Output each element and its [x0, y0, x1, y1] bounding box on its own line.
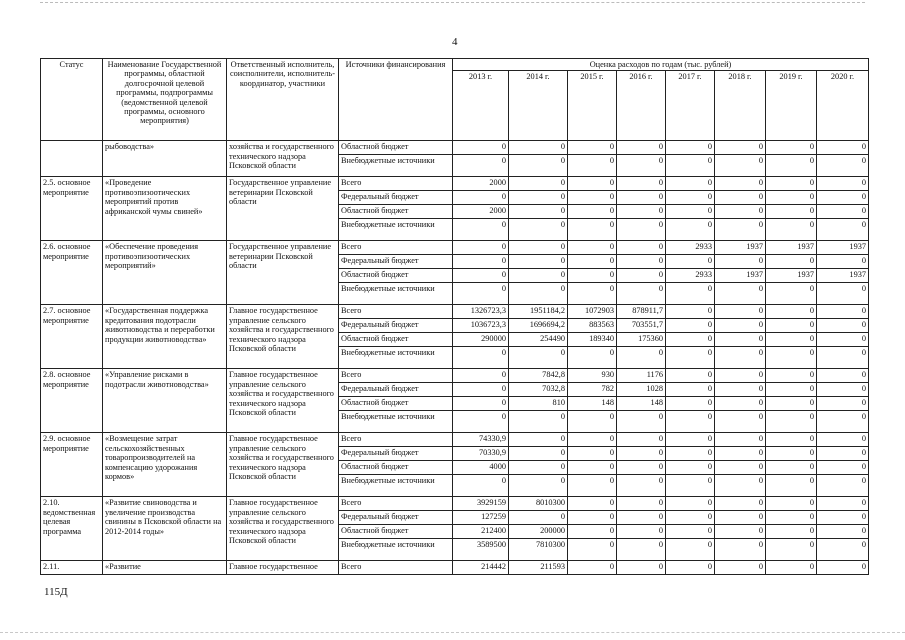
- value-cell: 0: [509, 219, 568, 241]
- header-row: [41, 59, 869, 71]
- value-cell: 0: [666, 319, 715, 333]
- source-cell: Всего: [339, 241, 453, 255]
- source-cell: Областной бюджет: [339, 141, 453, 155]
- value-cell: 0: [617, 141, 666, 155]
- value-cell: 74330,9: [453, 433, 509, 447]
- table-body: [41, 141, 869, 575]
- source-cell: Внебюджетные источники: [339, 539, 453, 561]
- value-cell: 1951184,2: [509, 305, 568, 319]
- value-cell: 0: [509, 447, 568, 461]
- value-cell: 0: [666, 397, 715, 411]
- value-cell: 0: [715, 191, 766, 205]
- value-cell: 0: [453, 255, 509, 269]
- value-cell: 0: [453, 347, 509, 369]
- value-cell: 0: [715, 447, 766, 461]
- header-estimate: Оценка расходов по годам (тыс. рублей): [453, 59, 869, 71]
- value-cell: 1937: [817, 269, 869, 283]
- value-cell: 0: [715, 155, 766, 177]
- value-cell: 0: [568, 347, 617, 369]
- value-cell: 0: [715, 219, 766, 241]
- status-cell: 2.10. ведомственная целевая программа: [41, 497, 103, 561]
- source-cell: Всего: [339, 305, 453, 319]
- value-cell: 0: [453, 241, 509, 255]
- value-cell: 0: [766, 205, 817, 219]
- value-cell: 8010300: [509, 497, 568, 511]
- value-cell: 0: [715, 177, 766, 191]
- source-cell: Внебюджетные источники: [339, 347, 453, 369]
- header-name: Наименование Государственной программы, областной долгосрочной целевой программы, подпрограммы (ведомственной целевой программы, основного мероприятия): [103, 59, 227, 141]
- value-cell: 0: [715, 255, 766, 269]
- value-cell: 212400: [453, 525, 509, 539]
- source-cell: Областной бюджет: [339, 205, 453, 219]
- header-year: 2014 г.: [509, 71, 568, 141]
- value-cell: 0: [666, 447, 715, 461]
- value-cell: 1036723,3: [453, 319, 509, 333]
- name-cell: «Возмещение затрат сельскохозяйственных товаропроизводителей на компенсацию удорожания кормов»: [103, 433, 227, 497]
- value-cell: 0: [766, 141, 817, 155]
- value-cell: 0: [766, 461, 817, 475]
- page-bottom-edge: [0, 632, 905, 634]
- value-cell: 0: [509, 241, 568, 255]
- value-cell: 0: [666, 497, 715, 511]
- value-cell: 0: [817, 411, 869, 433]
- name-cell: «Развитие: [103, 561, 227, 575]
- value-cell: 0: [715, 461, 766, 475]
- value-cell: 127259: [453, 511, 509, 525]
- value-cell: 4000: [453, 461, 509, 475]
- value-cell: 0: [666, 305, 715, 319]
- value-cell: 0: [817, 461, 869, 475]
- value-cell: 0: [568, 283, 617, 305]
- value-cell: 0: [715, 347, 766, 369]
- status-cell: 2.7. основное мероприятие: [41, 305, 103, 369]
- value-cell: 0: [568, 219, 617, 241]
- value-cell: 189340: [568, 333, 617, 347]
- header-year: 2020 г.: [817, 71, 869, 141]
- value-cell: 0: [766, 433, 817, 447]
- value-cell: 0: [568, 269, 617, 283]
- source-cell: Федеральный бюджет: [339, 511, 453, 525]
- page-number: 4: [452, 36, 458, 48]
- value-cell: 0: [568, 511, 617, 525]
- value-cell: 0: [817, 333, 869, 347]
- value-cell: 0: [617, 269, 666, 283]
- value-cell: 0: [509, 475, 568, 497]
- value-cell: 0: [568, 141, 617, 155]
- value-cell: 0: [817, 561, 869, 575]
- page-top-edge: [40, 2, 865, 4]
- value-cell: 0: [666, 191, 715, 205]
- responsible-cell: Государственное управление ветеринарии Псковской области: [227, 241, 339, 305]
- value-cell: 148: [568, 397, 617, 411]
- value-cell: 0: [617, 475, 666, 497]
- value-cell: 0: [509, 269, 568, 283]
- value-cell: 1696694,2: [509, 319, 568, 333]
- value-cell: 0: [568, 497, 617, 511]
- value-cell: 703551,7: [617, 319, 666, 333]
- responsible-cell: Главное государственное управление сельского хозяйства и государственного технического надзора Псковской области: [227, 433, 339, 497]
- value-cell: 0: [766, 369, 817, 383]
- value-cell: 0: [509, 155, 568, 177]
- value-cell: 0: [766, 283, 817, 305]
- value-cell: 290000: [453, 333, 509, 347]
- value-cell: 0: [509, 283, 568, 305]
- source-cell: Внебюджетные источники: [339, 475, 453, 497]
- source-cell: Внебюджетные источники: [339, 155, 453, 177]
- value-cell: 0: [666, 155, 715, 177]
- value-cell: 0: [817, 511, 869, 525]
- source-cell: Федеральный бюджет: [339, 255, 453, 269]
- value-cell: 0: [766, 333, 817, 347]
- source-cell: Внебюджетные источники: [339, 411, 453, 433]
- responsible-cell: Главное государственное управление сельского хозяйства и государственного технического надзора Псковской области: [227, 305, 339, 369]
- value-cell: 0: [766, 411, 817, 433]
- value-cell: 0: [453, 411, 509, 433]
- value-cell: 0: [766, 497, 817, 511]
- value-cell: 0: [666, 255, 715, 269]
- value-cell: 0: [715, 525, 766, 539]
- value-cell: 0: [509, 177, 568, 191]
- value-cell: 2000: [453, 205, 509, 219]
- header-year: 2018 г.: [715, 71, 766, 141]
- value-cell: 0: [666, 219, 715, 241]
- value-cell: 0: [617, 283, 666, 305]
- responsible-cell: Главное государственное управление сельского хозяйства и государственного технического надзора Псковской области: [227, 497, 339, 561]
- value-cell: 0: [617, 155, 666, 177]
- table-row: [41, 141, 869, 155]
- value-cell: 200000: [509, 525, 568, 539]
- value-cell: 0: [617, 461, 666, 475]
- value-cell: 0: [509, 141, 568, 155]
- value-cell: 1176: [617, 369, 666, 383]
- value-cell: 0: [453, 219, 509, 241]
- value-cell: 0: [715, 283, 766, 305]
- responsible-cell: Главное государственное: [227, 561, 339, 575]
- table-row: [41, 369, 869, 383]
- value-cell: 0: [817, 219, 869, 241]
- status-cell: 2.5. основное мероприятие: [41, 177, 103, 241]
- source-cell: Всего: [339, 369, 453, 383]
- value-cell: 0: [617, 219, 666, 241]
- value-cell: 0: [666, 347, 715, 369]
- value-cell: 0: [453, 141, 509, 155]
- value-cell: 0: [817, 369, 869, 383]
- value-cell: 0: [617, 433, 666, 447]
- table-row: [41, 433, 869, 447]
- value-cell: 0: [817, 191, 869, 205]
- value-cell: 0: [666, 411, 715, 433]
- table-row: [41, 241, 869, 255]
- value-cell: 175360: [617, 333, 666, 347]
- value-cell: 0: [617, 511, 666, 525]
- value-cell: 0: [766, 447, 817, 461]
- header-year: 2013 г.: [453, 71, 509, 141]
- value-cell: 0: [666, 283, 715, 305]
- value-cell: 0: [817, 383, 869, 397]
- value-cell: 0: [453, 269, 509, 283]
- value-cell: 0: [617, 255, 666, 269]
- header-year: 2016 г.: [617, 71, 666, 141]
- value-cell: 0: [453, 397, 509, 411]
- value-cell: 0: [766, 191, 817, 205]
- status-cell: 2.9. основное мероприятие: [41, 433, 103, 497]
- value-cell: 0: [617, 191, 666, 205]
- status-cell: 2.8. основное мероприятие: [41, 369, 103, 433]
- value-cell: 930: [568, 369, 617, 383]
- value-cell: 0: [715, 397, 766, 411]
- source-cell: Областной бюджет: [339, 269, 453, 283]
- value-cell: 1937: [766, 241, 817, 255]
- value-cell: 0: [666, 433, 715, 447]
- value-cell: 0: [568, 561, 617, 575]
- source-cell: Всего: [339, 497, 453, 511]
- value-cell: 3929159: [453, 497, 509, 511]
- value-cell: 0: [509, 433, 568, 447]
- value-cell: 0: [766, 255, 817, 269]
- value-cell: 0: [568, 191, 617, 205]
- value-cell: 0: [568, 205, 617, 219]
- value-cell: 0: [766, 397, 817, 411]
- value-cell: 0: [817, 255, 869, 269]
- value-cell: 2933: [666, 269, 715, 283]
- value-cell: 0: [568, 155, 617, 177]
- value-cell: 0: [453, 383, 509, 397]
- value-cell: 878911,7: [617, 305, 666, 319]
- value-cell: 0: [666, 461, 715, 475]
- value-cell: 0: [509, 461, 568, 475]
- table-row: [41, 177, 869, 191]
- value-cell: 782: [568, 383, 617, 397]
- value-cell: 1028: [617, 383, 666, 397]
- value-cell: 0: [568, 539, 617, 561]
- value-cell: 0: [666, 475, 715, 497]
- value-cell: 0: [715, 319, 766, 333]
- footer-code: 115Д: [44, 586, 68, 598]
- source-cell: Федеральный бюджет: [339, 383, 453, 397]
- status-cell: [41, 141, 103, 177]
- value-cell: 0: [666, 177, 715, 191]
- source-cell: Всего: [339, 433, 453, 447]
- value-cell: 0: [817, 397, 869, 411]
- value-cell: 211593: [509, 561, 568, 575]
- name-cell: «Проведение противоэпизоотических мероприятий против африканской чумы свиней»: [103, 177, 227, 241]
- value-cell: 0: [617, 205, 666, 219]
- value-cell: 1937: [715, 269, 766, 283]
- value-cell: 0: [453, 475, 509, 497]
- value-cell: 0: [817, 205, 869, 219]
- value-cell: 0: [715, 205, 766, 219]
- value-cell: 1937: [766, 269, 817, 283]
- source-cell: Федеральный бюджет: [339, 447, 453, 461]
- value-cell: 0: [666, 525, 715, 539]
- value-cell: 0: [817, 447, 869, 461]
- table-row: [41, 305, 869, 319]
- source-cell: Областной бюджет: [339, 525, 453, 539]
- value-cell: 0: [453, 155, 509, 177]
- value-cell: 0: [766, 525, 817, 539]
- value-cell: 0: [817, 497, 869, 511]
- value-cell: 0: [617, 447, 666, 461]
- value-cell: 0: [666, 511, 715, 525]
- header-status: Статус: [41, 59, 103, 141]
- source-cell: Всего: [339, 177, 453, 191]
- value-cell: 0: [666, 141, 715, 155]
- value-cell: 0: [568, 461, 617, 475]
- value-cell: 0: [568, 475, 617, 497]
- value-cell: 0: [817, 155, 869, 177]
- value-cell: 0: [509, 411, 568, 433]
- value-cell: 0: [666, 333, 715, 347]
- value-cell: 0: [568, 447, 617, 461]
- value-cell: 0: [715, 561, 766, 575]
- value-cell: 0: [509, 347, 568, 369]
- header-responsible: Ответственный исполнитель, соисполнители, исполнитель-координатор, участники: [227, 59, 339, 141]
- value-cell: 0: [453, 369, 509, 383]
- name-cell: «Государственная поддержка кредитования подотрасли животноводства и переработки продукции животноводства»: [103, 305, 227, 369]
- value-cell: 0: [666, 383, 715, 397]
- value-cell: 0: [568, 411, 617, 433]
- value-cell: 0: [453, 283, 509, 305]
- value-cell: 0: [766, 511, 817, 525]
- value-cell: 0: [766, 539, 817, 561]
- value-cell: 7810300: [509, 539, 568, 561]
- status-cell: 2.6. основное мероприятие: [41, 241, 103, 305]
- name-cell: «Развитие свиноводства и увеличение производства свинины в Псковской области на 2012-2014 годы»: [103, 497, 227, 561]
- value-cell: 883563: [568, 319, 617, 333]
- source-cell: Всего: [339, 561, 453, 575]
- source-cell: Внебюджетные источники: [339, 283, 453, 305]
- value-cell: 7032,8: [509, 383, 568, 397]
- name-cell: «Обеспечение проведения противоэпизоотических мероприятий»: [103, 241, 227, 305]
- responsible-cell: Государственное управление ветеринарии Псковской области: [227, 177, 339, 241]
- value-cell: 0: [617, 347, 666, 369]
- table-row: [41, 561, 869, 575]
- value-cell: 214442: [453, 561, 509, 575]
- value-cell: 70330,9: [453, 447, 509, 461]
- value-cell: 0: [617, 525, 666, 539]
- value-cell: 0: [617, 411, 666, 433]
- name-cell: «Управление рисками в подотрасли животноводства»: [103, 369, 227, 433]
- value-cell: 1937: [817, 241, 869, 255]
- value-cell: 0: [817, 305, 869, 319]
- source-cell: Внебюджетные источники: [339, 219, 453, 241]
- value-cell: 0: [617, 539, 666, 561]
- value-cell: 0: [568, 241, 617, 255]
- value-cell: 0: [766, 347, 817, 369]
- value-cell: 0: [715, 369, 766, 383]
- header-year: 2017 г.: [666, 71, 715, 141]
- value-cell: 0: [766, 475, 817, 497]
- value-cell: 0: [715, 511, 766, 525]
- value-cell: 0: [617, 241, 666, 255]
- value-cell: 0: [715, 539, 766, 561]
- value-cell: 148: [617, 397, 666, 411]
- value-cell: 0: [715, 411, 766, 433]
- value-cell: 0: [715, 383, 766, 397]
- value-cell: 0: [509, 255, 568, 269]
- value-cell: 0: [817, 141, 869, 155]
- value-cell: 0: [715, 433, 766, 447]
- value-cell: 2000: [453, 177, 509, 191]
- table-row: [41, 497, 869, 511]
- value-cell: 254490: [509, 333, 568, 347]
- value-cell: 0: [666, 539, 715, 561]
- value-cell: 0: [617, 561, 666, 575]
- value-cell: 7842,8: [509, 369, 568, 383]
- value-cell: 0: [766, 319, 817, 333]
- name-cell: рыбоводства»: [103, 141, 227, 177]
- value-cell: 0: [568, 525, 617, 539]
- value-cell: 0: [766, 177, 817, 191]
- value-cell: 0: [766, 383, 817, 397]
- value-cell: 1326723,3: [453, 305, 509, 319]
- value-cell: 0: [817, 525, 869, 539]
- value-cell: 0: [817, 319, 869, 333]
- source-cell: Областной бюджет: [339, 333, 453, 347]
- value-cell: 0: [509, 511, 568, 525]
- source-cell: Областной бюджет: [339, 397, 453, 411]
- header-year: 2019 г.: [766, 71, 817, 141]
- expenditure-table: [40, 58, 869, 575]
- value-cell: 0: [817, 539, 869, 561]
- value-cell: 0: [617, 497, 666, 511]
- header-sources: Источники финансирования: [339, 59, 453, 141]
- value-cell: 0: [817, 433, 869, 447]
- value-cell: 1072903: [568, 305, 617, 319]
- value-cell: 0: [766, 305, 817, 319]
- value-cell: 0: [509, 205, 568, 219]
- value-cell: 0: [766, 155, 817, 177]
- responsible-cell: хозяйства и государственного технического надзора Псковской области: [227, 141, 339, 177]
- value-cell: 0: [817, 283, 869, 305]
- value-cell: 0: [568, 255, 617, 269]
- value-cell: 0: [453, 191, 509, 205]
- responsible-cell: Главное государственное управление сельского хозяйства и государственного технического надзора Псковской области: [227, 369, 339, 433]
- value-cell: 2933: [666, 241, 715, 255]
- value-cell: 0: [817, 177, 869, 191]
- value-cell: 0: [715, 475, 766, 497]
- value-cell: 0: [666, 369, 715, 383]
- value-cell: 0: [568, 433, 617, 447]
- value-cell: 0: [617, 177, 666, 191]
- value-cell: 0: [715, 497, 766, 511]
- value-cell: 0: [766, 561, 817, 575]
- value-cell: 0: [715, 305, 766, 319]
- value-cell: 0: [715, 333, 766, 347]
- value-cell: 0: [715, 141, 766, 155]
- source-cell: Областной бюджет: [339, 461, 453, 475]
- value-cell: 0: [509, 191, 568, 205]
- source-cell: Федеральный бюджет: [339, 191, 453, 205]
- source-cell: Федеральный бюджет: [339, 319, 453, 333]
- value-cell: 0: [666, 205, 715, 219]
- value-cell: 810: [509, 397, 568, 411]
- status-cell: 2.11.: [41, 561, 103, 575]
- value-cell: 0: [568, 177, 617, 191]
- value-cell: 1937: [715, 241, 766, 255]
- value-cell: 3589500: [453, 539, 509, 561]
- value-cell: 0: [666, 561, 715, 575]
- header-year: 2015 г.: [568, 71, 617, 141]
- value-cell: 0: [817, 475, 869, 497]
- value-cell: 0: [817, 347, 869, 369]
- value-cell: 0: [766, 219, 817, 241]
